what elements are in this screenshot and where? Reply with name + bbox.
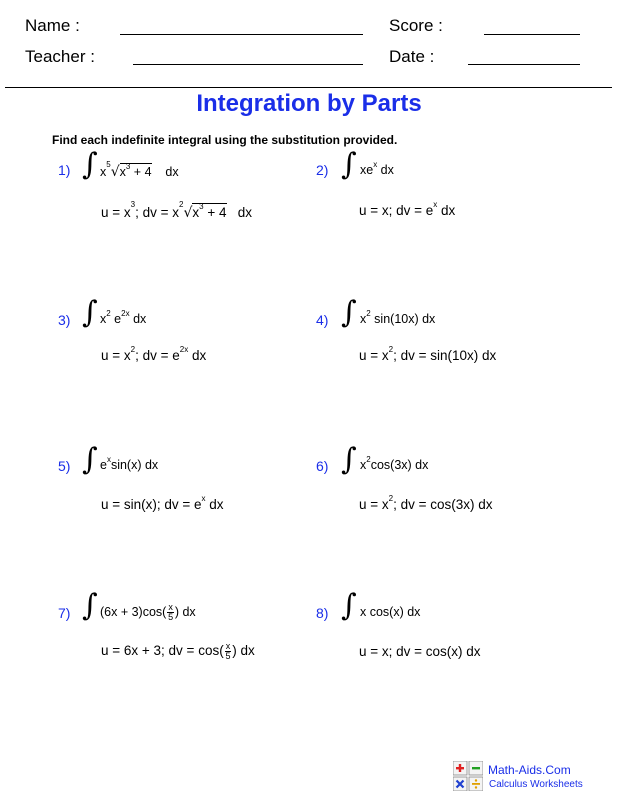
problem-number: 5) [58, 458, 71, 474]
score-label: Score : [389, 16, 443, 35]
footer-site[interactable]: Math-Aids.Com [488, 763, 571, 777]
math-aids-logo-icon [453, 761, 483, 791]
problem-substitution: u = sin(x); dv = $e^x$ dx [101, 494, 224, 512]
problem-integrand: $x^2$ $e^{2x}$ dx [100, 309, 147, 326]
problem-integrand: $x^2$ sin(10x) dx [360, 309, 436, 326]
integral-sign-icon: ∫ [82, 588, 98, 623]
integral-sign-icon: ∫ [82, 442, 98, 477]
problem-substitution: $u = x^3$; dv = $x^2√x^3 + 4$ dx [101, 200, 253, 221]
problem-number: 7) [58, 605, 71, 621]
problem-substitution: u = x; dv = cos(x) dx [359, 644, 481, 659]
teacher-label: Teacher : [25, 47, 95, 66]
problem-integrand: (6x + 3)cos( $\frac{x}{5}$ ) dx [100, 602, 196, 622]
score-line[interactable] [484, 34, 580, 35]
integral-sign-icon: ∫ [341, 442, 357, 477]
integral-sign-icon: ∫ [341, 147, 357, 182]
instructions: Find each indefinite integral using the substitution provided. [52, 133, 398, 147]
problem-number: 2) [316, 162, 329, 178]
problem-integrand: $xe^x$ dx [360, 160, 394, 177]
integral-sign-icon: ∫ [341, 588, 357, 623]
problem-integrand: x cos(x) dx [360, 605, 421, 619]
problem-number: 4) [316, 312, 329, 328]
integral-sign-icon: ∫ [82, 295, 98, 330]
problem-integrand: $x^5√x^3 + 4$ dx [100, 160, 179, 180]
problem-substitution: u = x; dv = $e^x$ dx [359, 200, 456, 218]
name-label: Name : [25, 16, 80, 35]
page-title: Integration by Parts [196, 90, 422, 117]
problem-substitution: $u = x^2$; dv = cos(3x) dx [359, 494, 493, 512]
problem-integrand: $e^x\sin(x)$ dx [100, 455, 159, 472]
teacher-line[interactable] [133, 64, 363, 65]
date-label: Date : [389, 47, 435, 66]
problem-number: 6) [316, 458, 329, 474]
date-line[interactable] [468, 64, 580, 65]
problem-substitution: u = 6x + 3; dv = cos( $\frac{x}{5}$ ) dx [101, 641, 255, 661]
integral-sign-icon: ∫ [341, 295, 357, 330]
problem-integrand: $x^2\cos(3x)$ dx [360, 455, 429, 472]
problem-number: 1) [58, 162, 71, 178]
footer-subtitle: Calculus Worksheets [489, 779, 583, 790]
problem-substitution: $u = x^2$; dv = sin(10x) dx [359, 345, 497, 363]
problem-number: 3) [58, 312, 71, 328]
problem-substitution: $u = x^2$; dv = $e^{2x}$ dx [101, 345, 207, 363]
problem-number: 8) [316, 605, 329, 621]
name-line[interactable] [120, 34, 363, 35]
integral-sign-icon: ∫ [82, 147, 98, 182]
header-divider [5, 87, 612, 88]
